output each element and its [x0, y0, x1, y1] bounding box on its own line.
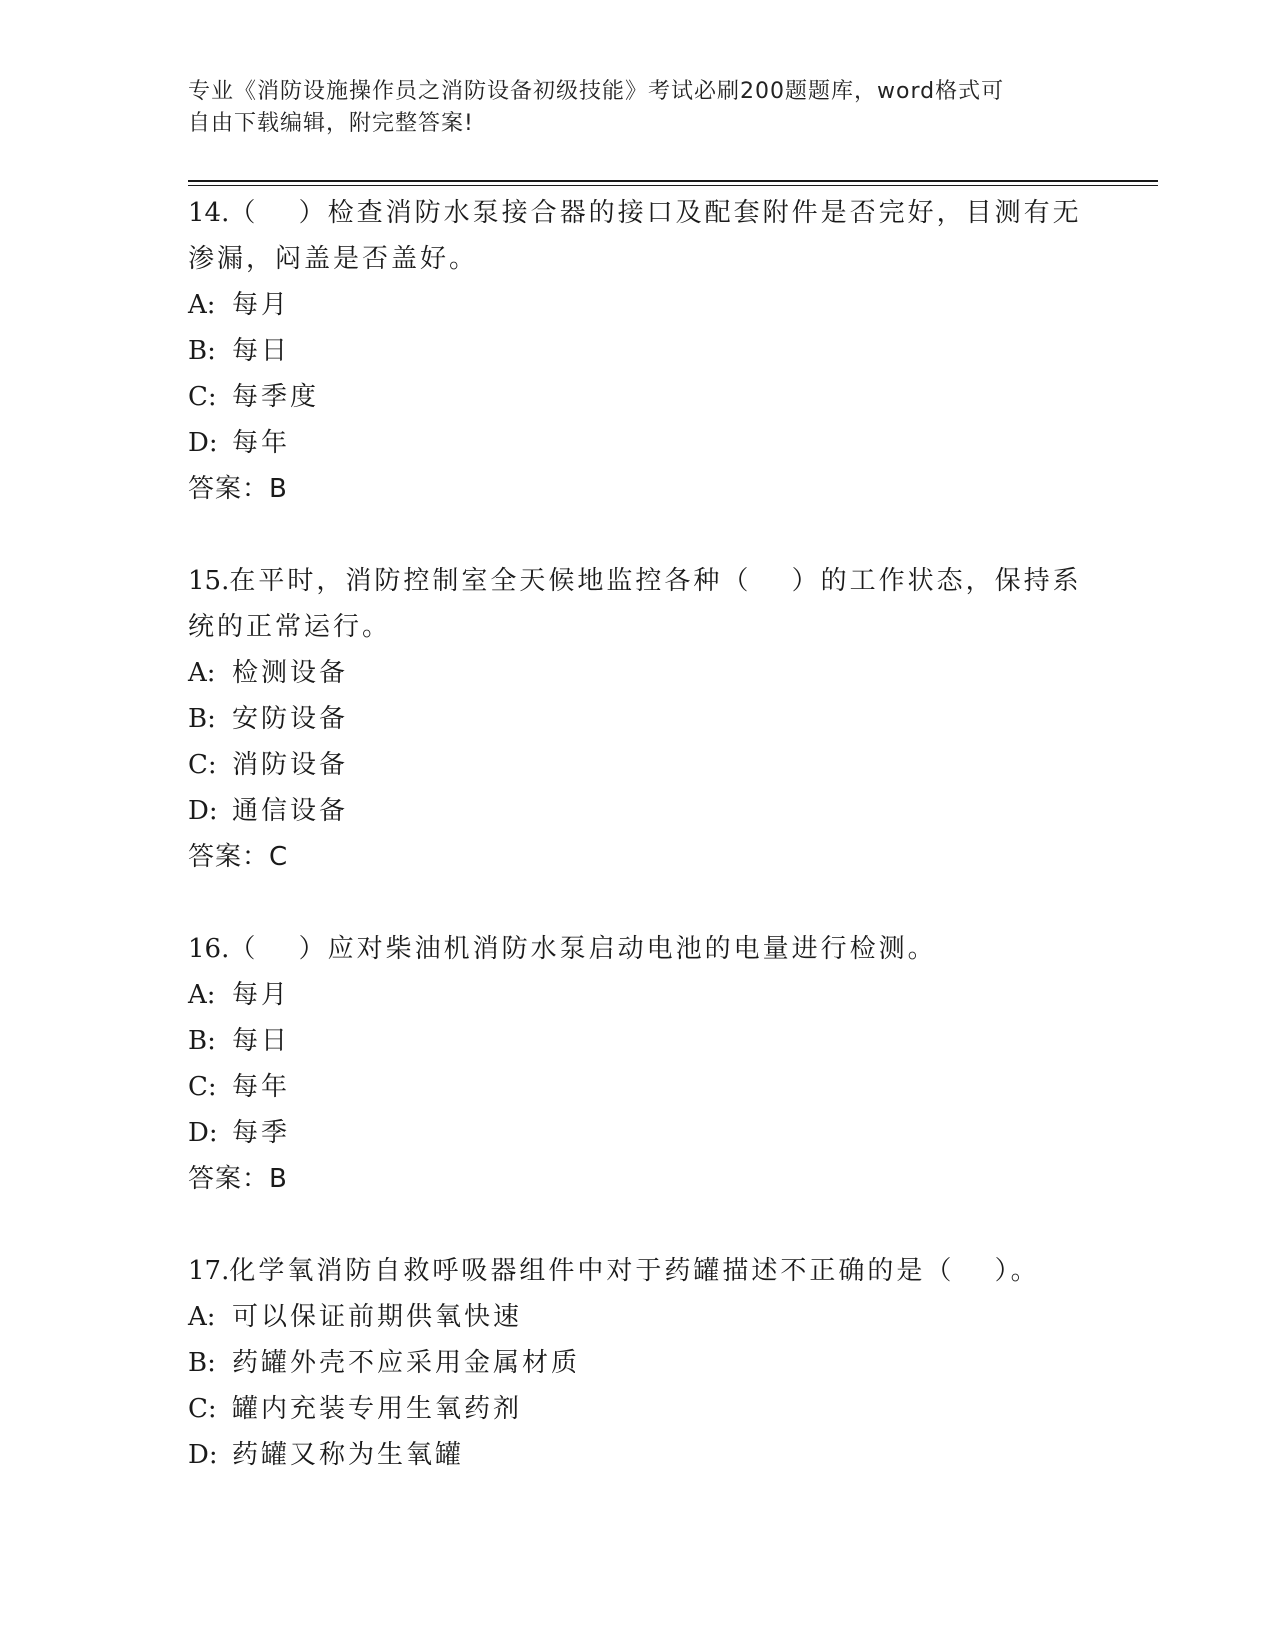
spacer: [188, 1202, 1088, 1248]
option-text: 每日: [232, 336, 291, 366]
option-text: 可以保证前期供氧快速: [232, 1302, 523, 1332]
question-text-line-1: （ ）检查消防水泵接合器的接口及配套附件是否完好，目测有无: [229, 198, 1082, 228]
question-number: 15.: [188, 566, 230, 596]
option-letter: A:: [188, 290, 216, 320]
option-a: [188, 972, 1088, 1018]
question-14: [188, 190, 1088, 512]
option-text: 药罐又称为生氧罐: [232, 1440, 465, 1470]
answer-line: 答案：B: [188, 1164, 288, 1194]
option-a: [188, 282, 1088, 328]
header-line-2: 自由下载编辑，附完整答案!: [188, 111, 474, 136]
question-stem: [188, 558, 1088, 604]
option-text: 每年: [232, 1072, 291, 1102]
question-text-line-1: 在平时，消防控制室全天候地监控各种（ ）的工作状态，保持系: [229, 566, 1082, 596]
option-letter: C:: [188, 382, 217, 412]
question-15: [188, 558, 1088, 880]
option-text: 每日: [232, 1026, 291, 1056]
option-letter: B:: [188, 336, 216, 366]
question-number: 16.: [188, 934, 230, 964]
question-stem: [188, 1248, 1088, 1294]
question-text-line-2: 渗漏，闷盖是否盖好。: [188, 244, 479, 274]
option-a: [188, 650, 1088, 696]
question-number: 14.: [188, 198, 230, 228]
option-letter: A:: [188, 658, 216, 688]
option-text: 安防设备: [232, 704, 349, 734]
spacer: [188, 880, 1088, 926]
option-letter: A:: [188, 1302, 216, 1332]
option-c: [188, 374, 1088, 420]
option-a: [188, 1294, 1088, 1340]
option-b: [188, 696, 1088, 742]
answer-line: 答案：B: [188, 474, 288, 504]
option-letter: C:: [188, 1072, 217, 1102]
option-d: [188, 1432, 1088, 1478]
option-letter: A:: [188, 980, 216, 1010]
option-text: 每月: [232, 290, 291, 320]
option-letter: C:: [188, 750, 217, 780]
option-b: [188, 328, 1088, 374]
option-text: 通信设备: [232, 796, 349, 826]
option-letter: C:: [188, 1394, 217, 1424]
option-text: 每年: [232, 428, 291, 458]
option-letter: B:: [188, 704, 216, 734]
header-line-1: 专业《消防设施操作员之消防设备初级技能》考试必刷200题题库，word格式可: [188, 79, 1005, 104]
option-letter: D:: [188, 796, 218, 826]
option-text: 检测设备: [232, 658, 349, 688]
option-c: [188, 1386, 1088, 1432]
question-17: [188, 1248, 1088, 1478]
option-text: 罐内充装专用生氧药剂: [232, 1394, 523, 1424]
question-text-line-1: （ ）应对柴油机消防水泵启动电池的电量进行检测。: [229, 934, 937, 964]
option-text: 每季: [232, 1118, 291, 1148]
question-16: [188, 926, 1088, 1202]
question-stem: [188, 926, 1088, 972]
option-text: 药罐外壳不应采用金属材质: [232, 1348, 581, 1378]
option-b: [188, 1018, 1088, 1064]
document-header: [188, 76, 1088, 140]
question-stem: [188, 190, 1088, 236]
option-d: [188, 1110, 1088, 1156]
header-rule-thin: [188, 185, 1158, 186]
option-b: [188, 1340, 1088, 1386]
option-letter: D:: [188, 1440, 218, 1470]
option-letter: D:: [188, 428, 218, 458]
question-text-line-1: 化学氧消防自救呼吸器组件中对于药罐描述不正确的是（ ）。: [229, 1256, 1040, 1286]
question-text-line-2: 统的正常运行。: [188, 612, 392, 642]
option-c: [188, 1064, 1088, 1110]
option-d: [188, 788, 1088, 834]
option-text: 每月: [232, 980, 291, 1010]
header-rule-thick: [188, 180, 1158, 182]
option-letter: B:: [188, 1026, 216, 1056]
option-d: [188, 420, 1088, 466]
spacer: [188, 512, 1088, 558]
answer-line: 答案：C: [188, 842, 289, 872]
question-number: 17.: [188, 1256, 230, 1286]
option-c: [188, 742, 1088, 788]
option-letter: B:: [188, 1348, 216, 1378]
option-letter: D:: [188, 1118, 218, 1148]
option-text: 消防设备: [232, 750, 349, 780]
option-text: 每季度: [232, 382, 320, 412]
question-list: [188, 190, 1088, 1478]
